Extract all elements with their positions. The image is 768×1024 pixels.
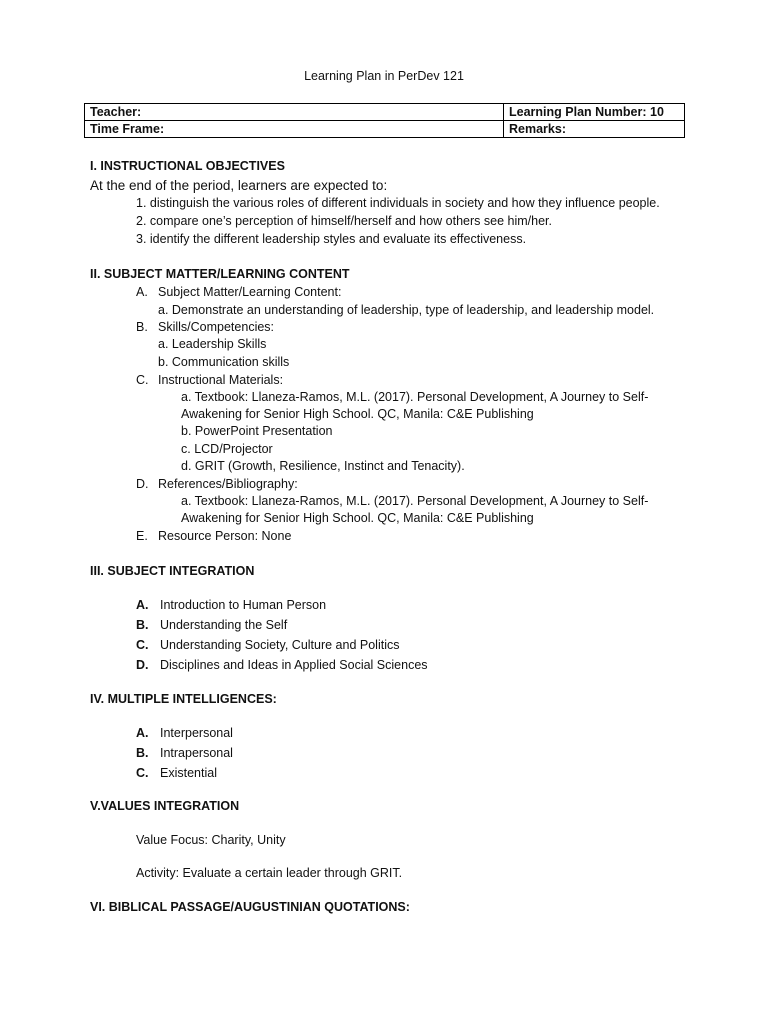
list-text: Understanding Society, Culture and Politics [160, 638, 400, 652]
time-frame-cell: Time Frame: [85, 121, 504, 138]
sub-item: d. GRIT (Growth, Resilience, Instinct and Tenacity). [181, 459, 465, 473]
sub-item: Awakening for Senior High School. QC, Manila: C&E Publishing [181, 511, 534, 525]
list-item [136, 637, 399, 654]
info-table [84, 103, 685, 138]
list-text: Resource Person: None [158, 529, 292, 543]
list-label: D. [136, 477, 149, 491]
sub-item: a. Leadership Skills [158, 337, 267, 351]
list-item [136, 476, 298, 493]
table-row [85, 104, 685, 121]
list-item [136, 284, 341, 301]
objective-item: 2. compare one’s perception of himself/herself and how others see him/her. [136, 214, 552, 228]
document-title: Learning Plan in PerDev 121 [304, 69, 464, 83]
list-label: A. [136, 598, 149, 612]
list-text: Instructional Materials: [158, 373, 284, 387]
list-label: B. [136, 746, 149, 760]
section-intro: At the end of the period, learners are expected to: [90, 178, 388, 193]
list-text: Existential [160, 766, 217, 780]
list-label: B. [136, 618, 149, 632]
section-heading: IV. MULTIPLE INTELLIGENCES: [90, 692, 277, 706]
list-item [136, 597, 326, 614]
sub-item: c. LCD/Projector [181, 442, 273, 456]
objective-item: 1. distinguish the various roles of different individuals in society and how they influence people. [136, 196, 660, 210]
sub-item: b. Communication skills [158, 355, 290, 369]
plan-number-cell: Learning Plan Number: 10 [504, 104, 685, 121]
list-label: D. [136, 658, 149, 672]
list-label: E. [136, 529, 148, 543]
list-text: Skills/Competencies: [158, 320, 275, 334]
section-heading: III. SUBJECT INTEGRATION [90, 564, 255, 578]
list-label: A. [136, 726, 149, 740]
list-text: Understanding the Self [160, 618, 288, 632]
list-item [136, 319, 274, 336]
remarks-cell: Remarks: [504, 121, 685, 138]
table-row [85, 121, 685, 138]
teacher-cell: Teacher: [85, 104, 504, 121]
list-text: References/Bibliography: [158, 477, 298, 491]
list-text: Disciplines and Ideas in Applied Social Sciences [160, 658, 428, 672]
list-label: B. [136, 320, 148, 334]
sub-item: Awakening for Senior High School. QC, Manila: C&E Publishing [181, 407, 534, 421]
value-focus: Value Focus: Charity, Unity [136, 833, 286, 847]
list-item [136, 745, 233, 762]
sub-item: a. Demonstrate an understanding of leadership, type of leadership, and leadership model. [158, 303, 655, 317]
list-text: Introduction to Human Person [160, 598, 327, 612]
section-heading: VI. BIBLICAL PASSAGE/AUGUSTINIAN QUOTATIONS: [90, 900, 410, 914]
list-text: Intrapersonal [160, 746, 233, 760]
list-label: C. [136, 373, 149, 387]
sub-item: b. PowerPoint Presentation [181, 424, 333, 438]
list-item [136, 657, 428, 674]
section-heading: II. SUBJECT MATTER/LEARNING CONTENT [90, 267, 350, 281]
section-heading: I. INSTRUCTIONAL OBJECTIVES [90, 159, 285, 173]
list-text: Subject Matter/Learning Content: [158, 285, 342, 299]
list-label: C. [136, 638, 149, 652]
list-label: A. [136, 285, 148, 299]
list-label: C. [136, 766, 149, 780]
list-item [136, 528, 291, 545]
list-item [136, 617, 287, 634]
list-text: Interpersonal [160, 726, 233, 740]
list-item [136, 765, 217, 782]
list-item [136, 725, 233, 742]
section-heading: V.VALUES INTEGRATION [90, 799, 240, 813]
list-item [136, 372, 283, 389]
objective-item: 3. identify the different leadership styles and evaluate its effectiveness. [136, 232, 527, 246]
sub-item: a. Textbook: Llaneza-Ramos, M.L. (2017). Personal Development, A Journey to Self- [181, 494, 649, 508]
activity: Activity: Evaluate a certain leader through GRIT. [136, 866, 403, 880]
sub-item: a. Textbook: Llaneza-Ramos, M.L. (2017). Personal Development, A Journey to Self- [181, 390, 649, 404]
